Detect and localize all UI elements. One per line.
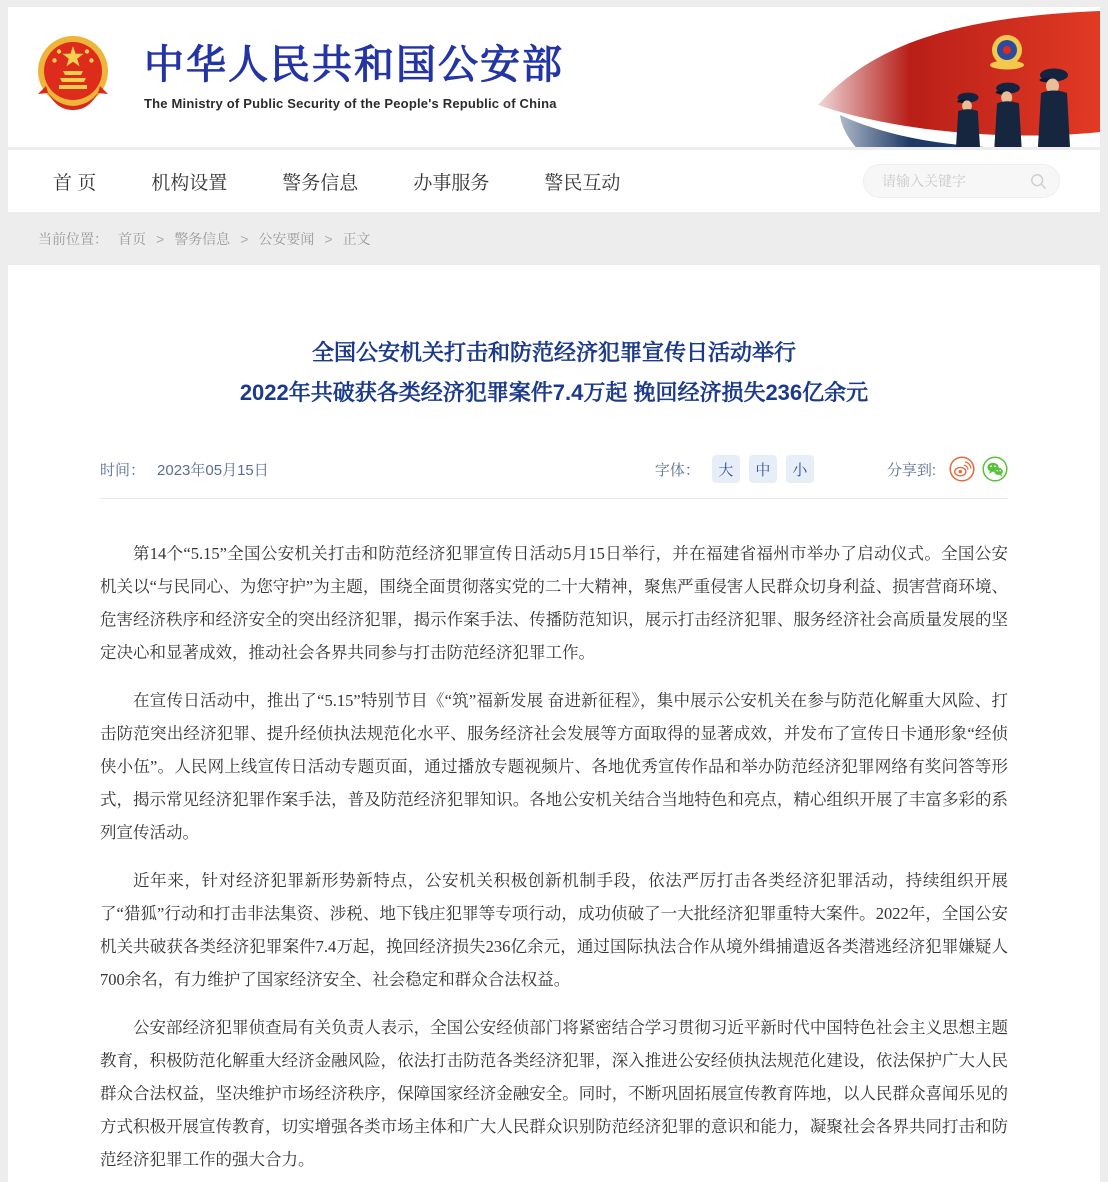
article-title — [100, 333, 1008, 413]
search-box[interactable] — [863, 164, 1060, 198]
police-banner-image — [800, 7, 1100, 147]
breadcrumb-police-info[interactable]: 警务信息 — [174, 230, 231, 247]
article-paragraph: 在宣传日活动中，推出了“5.15”特别节目《“筑”福新发展 奋进新征程》，集中展示公安机关在参与防范化解重大风险、打击防范突出经济犯罪、提升经侦执法规范化水平、服务经济社会发展等方面取得的显著成效，并发布了宣传日卡通形象“经侦侠小伍”。人民网上线宣传日活动专题页面，通过播放专题视频片、各地优秀宣传作品和举办防范经济犯罪网络有奖问答等形式，揭示常见经济犯罪作案手法，普及防范经济犯罪知识。各地公安机关结合当地特色和亮点，精心组织开展了丰富多彩的系列宣传活动。 — [100, 691, 1008, 842]
font-size-medium-button[interactable]: 中 — [749, 455, 777, 483]
article-paragraph: 近年来，针对经济犯罪新形势新特点，公安机关积极创新机制手段，依法严厉打击各类经济犯罪活动，持续组织开展了“猎狐”行动和打击非法集资、涉税、地下钱庄犯罪等专项行动，成功侦破了一大批经济犯罪重特大案件。2022年，全国公安机关共破获各类经济犯罪案件7.4万起，挽回经济损失236亿余元，通过国际执法合作从境外缉捕遣返各类潜逃经济犯罪嫌疑人700余名，有力维护了国家经济安全、社会稳定和群众合法权益。 — [100, 871, 1008, 989]
share-wechat-icon[interactable] — [982, 456, 1008, 482]
main-nav — [8, 150, 1100, 212]
font-size-small-button[interactable]: 小 — [786, 455, 814, 483]
national-emblem-icon — [34, 34, 112, 121]
nav-item-organization[interactable]: 机构设置 — [151, 172, 228, 194]
share-label: 分享到: — [886, 461, 936, 479]
breadcrumb-label: 当前位置： — [38, 230, 108, 247]
site-subtitle: The Ministry of Public Security of the People's Republic of China — [144, 96, 557, 111]
search-input[interactable] — [880, 172, 1030, 190]
breadcrumb-separator: > — [240, 230, 249, 247]
nav-item-interaction[interactable]: 警民互动 — [544, 172, 621, 194]
site-title-block — [144, 43, 564, 111]
article-meta-row — [100, 455, 1008, 499]
time-label: 时间： — [100, 461, 146, 479]
site-title: 中华人民共和国公安部 — [144, 43, 564, 87]
meta-controls — [655, 455, 1008, 483]
breadcrumb-current: 正文 — [342, 230, 371, 247]
article-card — [8, 265, 1100, 1182]
share-weibo-icon[interactable] — [949, 456, 975, 482]
font-size-label: 字体： — [654, 461, 700, 479]
font-size-large-button[interactable]: 大 — [712, 455, 740, 483]
breadcrumb-separator: > — [156, 230, 165, 247]
article-paragraph: 第14个“5.15”全国公安机关打击和防范经济犯罪宣传日活动5月15日举行，并在福建省福州市举办了启动仪式。全国公安机关以“与民同心、为您守护”为主题，围绕全面贯彻落实党的二十大精神，聚焦严重侵害人民群众切身利益、损害营商环境、危害经济秩序和经济安全的突出经济犯罪，揭示作案手法、传播防范知识，展示打击经济犯罪、服务经济社会高质量发展的坚定决心和显著成效，推动社会各界共同参与打击防范经济犯罪工作。 — [100, 544, 1008, 662]
breadcrumb-separator: > — [324, 230, 333, 247]
breadcrumb-home[interactable]: 首页 — [118, 230, 146, 247]
breadcrumb — [8, 212, 1100, 265]
breadcrumb-news[interactable]: 公安要闻 — [258, 230, 315, 247]
time-value: 2023年05月15日 — [157, 461, 269, 479]
nav-item-home[interactable]: 首 页 — [53, 172, 97, 194]
nav-item-services[interactable]: 办事服务 — [413, 172, 490, 194]
article-title-line2: 2022年共破获各类经济犯罪案件7.4万起 挽回经济损失236亿余元 — [239, 380, 869, 405]
site-header — [8, 7, 1100, 147]
nav-item-police-info[interactable]: 警务信息 — [282, 172, 359, 194]
article-paragraph: 公安部经济犯罪侦查局有关负责人表示，全国公安经侦部门将紧密结合学习贯彻习近平新时代中国特色社会主义思想主题教育，积极防范化解重大经济金融风险，依法打击防范各类经济犯罪，深入推进公安经侦执法规范化建设，依法保护广大人民群众合法权益，坚决维护市场经济秩序，保障国家经济金融安全。同时，不断巩固拓展宣传教育阵地，以人民群众喜闻乐见的方式积极开展宣传教育，切实增强各类市场主体和广大人民群众识别防范经济犯罪的意识和能力，凝聚社会各界共同打击和防范经济犯罪工作的强大合力。 — [100, 1018, 1008, 1169]
search-icon[interactable] — [1030, 173, 1047, 190]
article-body — [100, 537, 1008, 1176]
article-title-line1: 全国公安机关打击和防范经济犯罪宣传日活动举行 — [311, 340, 796, 365]
